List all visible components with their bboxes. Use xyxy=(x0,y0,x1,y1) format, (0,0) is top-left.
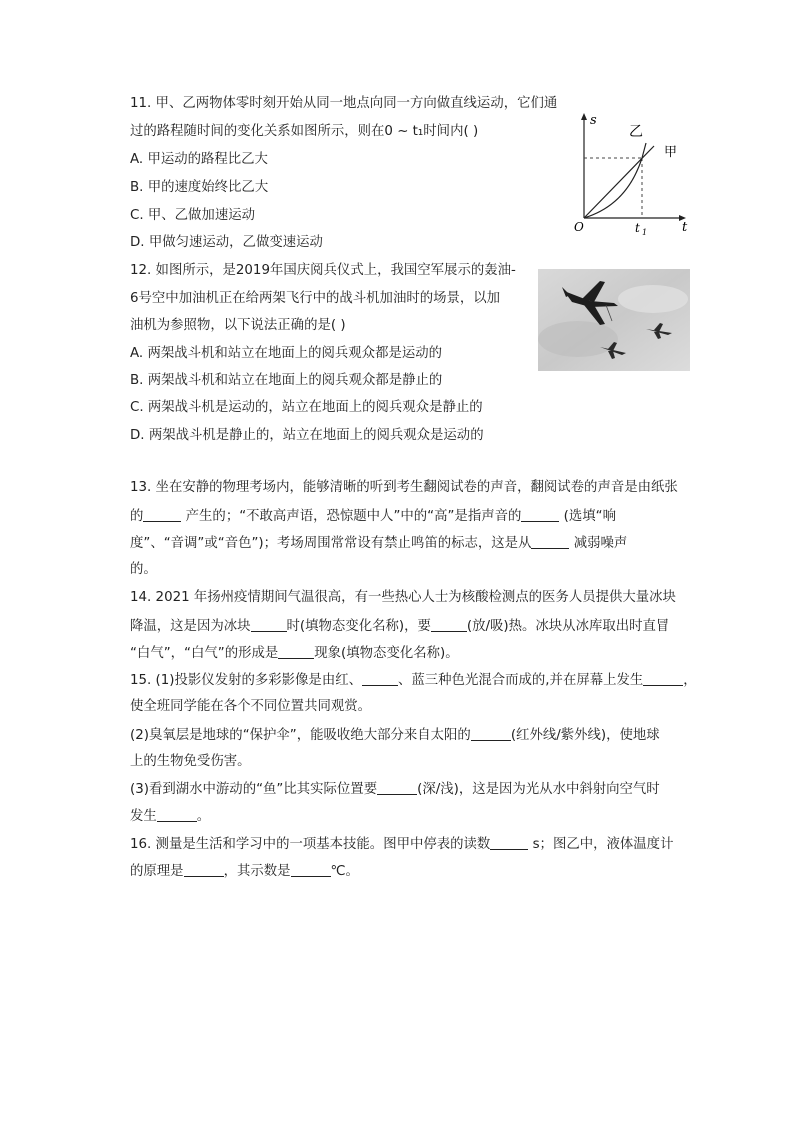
q16-line-1 xyxy=(130,835,673,854)
q14-text: 现象(填物态变化名称)。 xyxy=(314,646,459,661)
q11-option-b[interactable]: B. 甲的速度始终比乙大 xyxy=(130,180,269,195)
q15-line-5 xyxy=(130,780,660,799)
q14-text: (放/吸)热。冰块从冰库取出时直冒 xyxy=(466,619,670,634)
q13-text: 产生的；“不敢高声语，恐惊题中人”中的“高”是指声音的 xyxy=(181,509,522,524)
q16-text: ℃。 xyxy=(330,864,359,879)
q12-stem-line-1: 12. 如图所示，是2019年国庆阅兵仪式上，我国空军展示的轰油- xyxy=(130,263,516,278)
answer-blank[interactable] xyxy=(291,862,331,877)
curve-label-yi: 乙 xyxy=(629,124,643,140)
q14-text: 降温，这是因为冰块 xyxy=(130,619,251,634)
q15-text: 。 xyxy=(196,809,211,824)
q14-text: 时(填物态变化名称)，要 xyxy=(286,619,431,634)
answer-blank[interactable] xyxy=(184,862,224,877)
q15-text: 15. (1)投影仪发射的多彩影像是由红、 xyxy=(130,673,362,688)
q16-line-2 xyxy=(130,862,359,881)
q15-line-1 xyxy=(130,671,697,690)
q11-stem-line-1: 11. 甲、乙两物体零时刻开始从同一地点向同一方向做直线运动，它们通 xyxy=(130,96,558,111)
answer-blank[interactable] xyxy=(490,835,528,850)
q13-line-4: 的。 xyxy=(130,562,157,577)
q14-text: “白气”，“白气”的形成是 xyxy=(130,646,279,661)
q15-line-3 xyxy=(130,726,660,745)
q15-line-2: 使全班同学能在各个不同位置共同观赏。 xyxy=(130,699,372,714)
q11-option-a[interactable]: A. 甲运动的路程比乙大 xyxy=(130,152,268,167)
y-axis-arrow xyxy=(581,113,587,120)
q14-line-3 xyxy=(130,644,459,663)
q15-line-6 xyxy=(130,807,210,826)
answer-blank[interactable] xyxy=(643,671,683,686)
answer-blank[interactable] xyxy=(471,726,511,741)
q16-text: 16. 测量是生活和学习中的一项基本技能。图甲中停表的读数 xyxy=(130,837,491,852)
q11-stem-line-2: 过的路程随时间的变化关系如图所示，则在0 ~ t₁时间内( ) xyxy=(130,124,479,139)
answer-blank[interactable] xyxy=(143,507,181,522)
q13-text: 度”、“音调”或“音色”)；考场周围常常设有禁止鸣笛的标志，这是从 xyxy=(130,536,532,551)
q13-line-3 xyxy=(130,534,627,553)
q15-line-4: 上的生物免受伤害。 xyxy=(130,754,251,769)
axis-label-s: s xyxy=(590,113,597,128)
photo-cloud xyxy=(538,321,618,357)
answer-blank[interactable] xyxy=(278,644,314,659)
q16-text: ，其示数是 xyxy=(223,864,291,879)
q12-option-a[interactable]: A. 两架战斗机和站立在地面上的阅兵观众都是运动的 xyxy=(130,346,443,361)
answer-blank[interactable] xyxy=(531,534,569,549)
line-jia xyxy=(584,146,654,218)
answer-blank[interactable] xyxy=(251,617,287,632)
q16-text: s；图乙中，液体温度计 xyxy=(528,837,674,852)
q12-option-c[interactable]: C. 两架战斗机是运动的，站立在地面上的阅兵观众是静止的 xyxy=(130,400,483,415)
answer-blank[interactable] xyxy=(362,671,398,686)
q15-text: (深/浅)，这是因为光从水中斜射向空气时 xyxy=(417,782,660,797)
q15-text: (红外线/紫外线)，使地球 xyxy=(510,728,660,743)
photo-cloud xyxy=(618,285,688,313)
q15-text: (2)臭氧层是地球的“保护伞”，能吸收绝大部分来自太阳的 xyxy=(130,728,471,743)
q12-stem-line-2: 6号空中加油机正在给两架飞行中的战斗机加油时的场景，以加 xyxy=(130,291,501,306)
answer-blank[interactable] xyxy=(157,807,197,822)
q15-text: 发生 xyxy=(130,809,157,824)
answer-blank[interactable] xyxy=(377,780,417,795)
q13-text: 的 xyxy=(130,509,144,524)
q14-line-1: 14. 2021 年扬州疫情期间气温很高，有一些热心人士为核酸检测点的医务人员提供大量冰块 xyxy=(130,590,676,605)
q12-option-d[interactable]: D. 两架战斗机是静止的，站立在地面上的阅兵观众是运动的 xyxy=(130,428,484,443)
q13-line-2 xyxy=(130,507,616,526)
tick-label-t: t xyxy=(635,221,640,235)
q15-text: 、蓝三种色光混合而成的,并在屏幕上发生 xyxy=(398,673,644,688)
answer-blank[interactable] xyxy=(431,617,467,632)
q16-text: 的原理是 xyxy=(130,864,184,879)
q15-text: (3)看到湖水中游动的“鱼”比其实际位置要 xyxy=(130,782,378,797)
q11-st-graph xyxy=(572,110,692,237)
curve-yi xyxy=(584,143,646,218)
q13-line-1: 13. 坐在安静的物理考场内，能够清晰的听到考生翻阅试卷的声音，翻阅试卷的声音是由纸张 xyxy=(130,480,678,495)
origin-label: O xyxy=(574,220,584,234)
curve-label-jia: 甲 xyxy=(664,145,678,160)
axis-label-t: t xyxy=(682,220,688,235)
q13-text: (选填“响 xyxy=(559,509,616,524)
q14-line-2 xyxy=(130,617,669,636)
q12-refueling-photo xyxy=(538,269,690,371)
q13-text: 减弱噪声 xyxy=(569,536,628,551)
answer-blank[interactable] xyxy=(521,507,559,522)
q11-option-c[interactable]: C. 甲、乙做加速运动 xyxy=(130,208,255,223)
q12-option-b[interactable]: B. 两架战斗机和站立在地面上的阅兵观众都是静止的 xyxy=(130,373,443,388)
q15-text: ， xyxy=(683,673,697,688)
q12-stem-line-3: 油机为参照物，以下说法正确的是( ) xyxy=(130,318,346,333)
q11-option-d[interactable]: D. 甲做匀速运动，乙做变速运动 xyxy=(130,235,323,250)
tick-label-t-sub: 1 xyxy=(642,228,648,237)
